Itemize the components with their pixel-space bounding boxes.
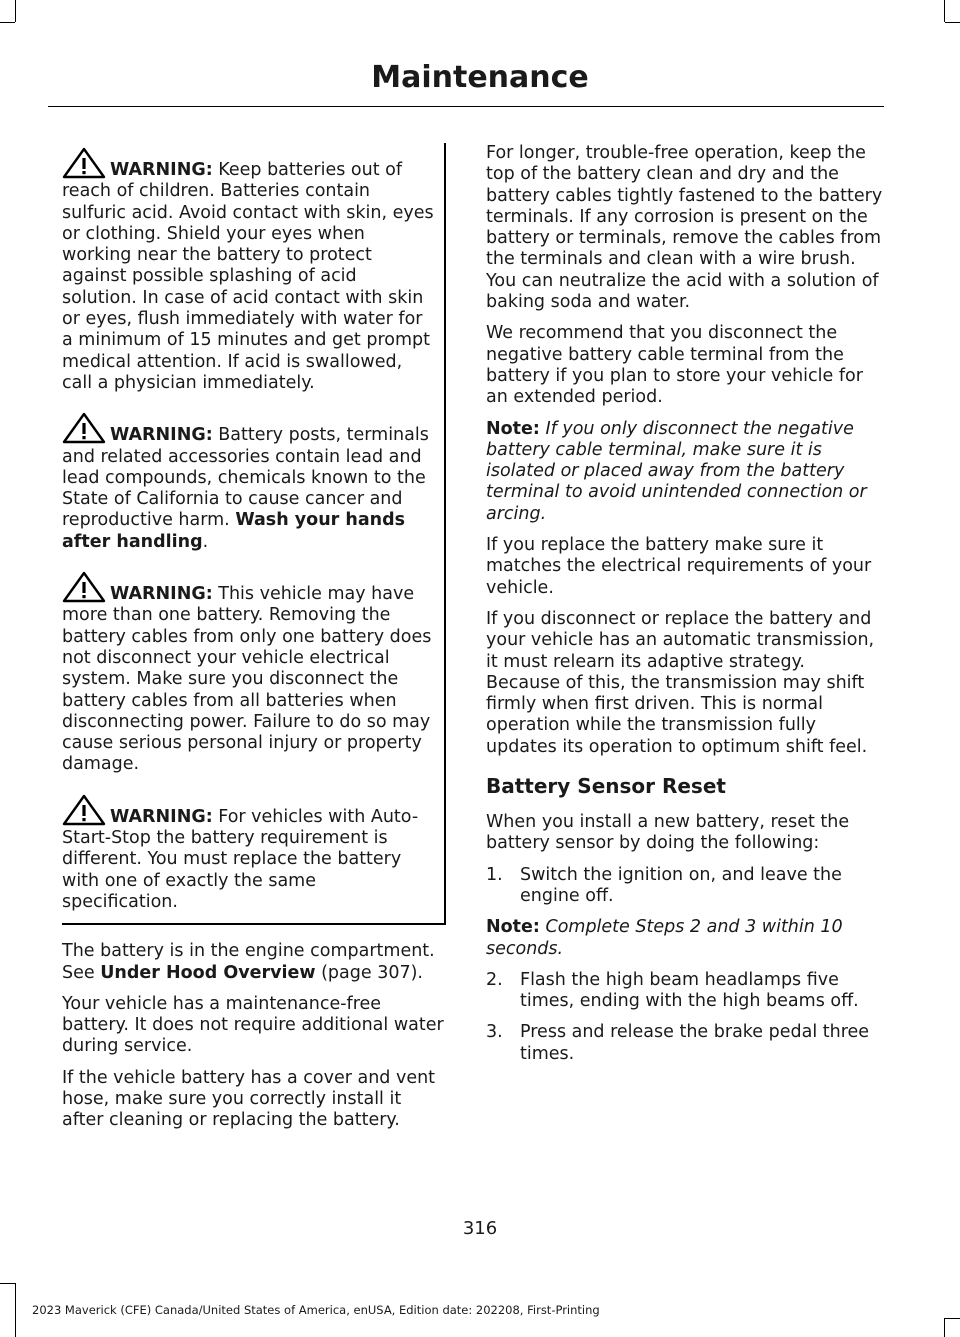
warning-text: Keep batteries out of reach of children. Batteries contain sulfuric acid. Avoid contact with skin, eyes or clothing. Shield your eyes when working near the battery to protect against possible splashing of acid solution. In case of acid contact with skin or eyes, flush immediately with water for a minimum of 15 minutes and get prompt medical attention. If acid is swallowed, call a physician immediately. <box>62 160 434 393</box>
left-column <box>62 143 446 1142</box>
step-text: Flash the high beam headlamps five times, ending with the high beams off. <box>520 969 859 1012</box>
warning-triangle-icon <box>62 794 106 826</box>
text: The battery is in the engine compartment. See <box>62 941 435 983</box>
crop-mark <box>945 22 960 23</box>
list-item <box>486 1022 884 1065</box>
warning-2 <box>62 412 436 553</box>
list-item <box>486 970 884 1013</box>
page-title: Maintenance <box>371 60 589 95</box>
paragraph-relearn: If you disconnect or replace the battery and your vehicle has an automatic transmission, it must relearn its adaptive strategy. Because of this, the transmission may shift firmly when first driven. This is normal operation while the transmission fully updates its operation to optimum shift feel. <box>486 608 875 757</box>
paragraph-reset-intro: When you install a new battery, reset the battery sensor by doing the following: <box>486 812 850 854</box>
right-column <box>486 143 884 1075</box>
crop-mark <box>15 0 16 22</box>
paragraph-maintenance-free: Your vehicle has a maintenance-free battery. It does not require additional water during service. <box>62 993 444 1057</box>
paragraph-battery-location <box>62 941 446 984</box>
warning-3 <box>62 571 436 776</box>
paragraph-cover-vent: If the vehicle battery has a cover and vent hose, make sure you correctly install it after cleaning or replacing the battery. <box>62 1067 436 1131</box>
list-item <box>486 865 884 908</box>
crop-mark <box>944 0 945 22</box>
warning-label: WARNING: <box>110 160 213 180</box>
crop-mark <box>0 22 15 23</box>
section-heading: Battery Sensor Reset <box>486 774 726 799</box>
warning-text: Battery posts, terminals and related accessories contain lead and lead compounds, chemicals known to the State of California to cause cancer and reproductive harm. <box>62 425 429 531</box>
step-number: 3. <box>486 1022 503 1043</box>
step-number: 2. <box>486 969 503 990</box>
warning-tail: . <box>202 531 209 552</box>
text: (page 307). <box>315 962 423 983</box>
crop-mark <box>15 1283 16 1337</box>
note-text: Complete Steps 2 and 3 within 10 seconds. <box>486 917 843 959</box>
warning-1 <box>62 147 436 394</box>
paragraph-disconnect: We recommend that you disconnect the negative battery cable terminal from the battery if you plan to store your vehicle for an extended period. <box>486 323 863 408</box>
warning-triangle-icon <box>62 571 106 603</box>
warning-triangle-icon <box>62 412 106 444</box>
crop-mark <box>944 1318 945 1337</box>
note-negative-terminal <box>486 419 884 525</box>
footer-edition: 2023 Maverick (CFE) Canada/United States of America, enUSA, Edition date: 202208, First-Printing <box>32 1303 600 1317</box>
header-rule <box>48 106 884 107</box>
warning-emphasis: Wash your hands after handling <box>62 510 406 552</box>
warning-text: For vehicles with Auto-Start-Stop the battery requirement is different. You must replace the battery with one of exactly the same specification. <box>62 806 419 912</box>
warning-triangle-icon <box>62 147 106 179</box>
warning-text: This vehicle may have more than one battery. Removing the battery cables from only one battery does not disconnect your vehicle electrical system. Make sure you disconnect the battery cables from all batteries when disconnecting power. Failure to do so may cause serious personal injury or property damage. <box>62 584 432 775</box>
step-text: Switch the ignition on, and leave the engine off. <box>520 864 842 906</box>
warning-label: WARNING: <box>110 584 213 605</box>
warning-label: WARNING: <box>110 425 213 446</box>
crop-mark <box>945 1318 960 1319</box>
note-label: Note: <box>486 418 540 439</box>
page-number: 316 <box>462 1218 498 1239</box>
step-number: 1. <box>486 864 503 885</box>
warning-box <box>62 143 446 925</box>
paragraph-clean-battery: For longer, trouble-free operation, keep the top of the battery clean and dry and the battery cables tightly fastened to the battery terminals. If any corrosion is present on the battery or terminals, remove the cables from the terminals and clean with a wire brush. You can neutralize the acid with a solution of baking soda and water. <box>486 143 883 313</box>
warning-label: WARNING: <box>110 806 213 827</box>
note-steps-timing <box>486 917 884 960</box>
note-label: Note: <box>486 917 540 938</box>
cross-reference-link[interactable]: Under Hood Overview <box>100 962 316 983</box>
warning-4 <box>62 794 436 913</box>
step-text: Press and release the brake pedal three times. <box>520 1022 870 1064</box>
crop-mark <box>0 1283 15 1284</box>
note-text: If you only disconnect the negative battery cable terminal, make sure it is isolated or placed away from the battery terminal to avoid unintended connection or arcing. <box>486 418 867 524</box>
paragraph-replace: If you replace the battery make sure it matches the electrical requirements of your vehicle. <box>486 535 872 598</box>
